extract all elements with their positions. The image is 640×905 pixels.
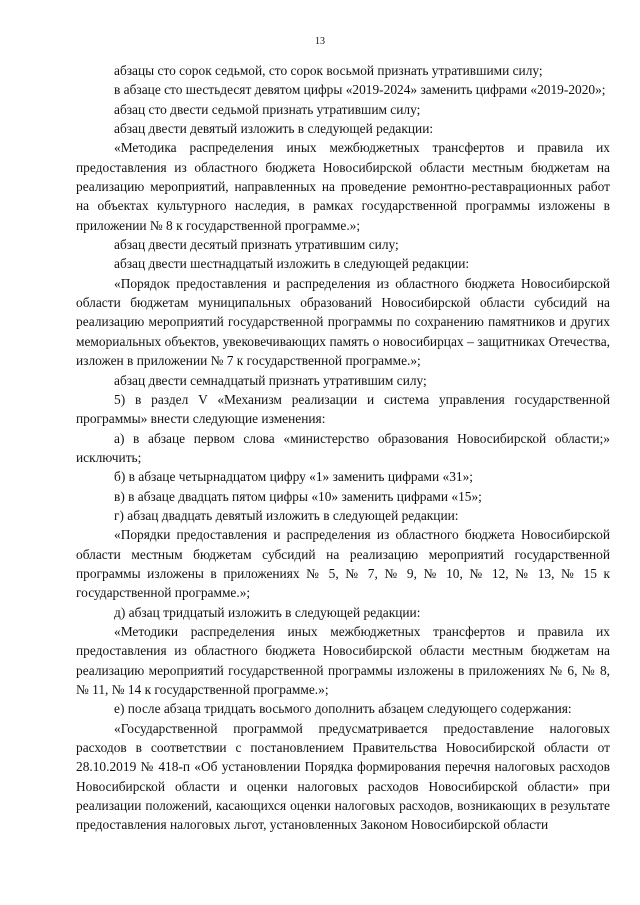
paragraph: абзац сто двести седьмой признать утратившим силу; (114, 101, 421, 117)
paragraph: абзац двести семнадцатый признать утратившим силу; (114, 372, 427, 388)
paragraph: «Методики распределения иных межбюджетных трансфертов и правила их предоставления из областного бюджета Новосибирской области местным бюджетам на реализацию мероприятий государственной программы изложены в приложениях № 6, № 8, № 11, № 14 к государственной программе.»; (76, 623, 614, 697)
page-number: 13 (315, 36, 325, 47)
paragraph: б) в абзаце четырнадцатом цифру «1» заменить цифрами «31»; (114, 469, 474, 485)
paragraph: в) в абзаце двадцать пятом цифры «10» заменить цифрами «15»; (114, 488, 482, 504)
paragraph: абзацы сто сорок седьмой, сто сорок восьмой признать утратившими силу; (114, 63, 543, 78)
paragraph: абзац двести шестнадцатый изложить в следующей редакции: (114, 256, 470, 272)
paragraph: в абзаце сто шестьдесят девятом цифры «2019-2024» заменить цифрами «2019-2020»; (114, 82, 606, 98)
paragraph: «Государственной программой предусматривается предоставление налоговых расходов в соответствии с постановлением Правительства Новосибирской области от 28.10.2019 № 418-п «Об установлении Порядка формирования перечня налоговых расходов Новосибирской области и оценки налоговых расходов Новосибирской области» при реализации положений, касающихся оценки налоговых расходов, возникающих в результате предоставления налоговых льгот, установленных Законом Новосибирской области (76, 720, 614, 833)
paragraph: абзац двести десятый признать утратившим силу; (114, 237, 399, 253)
paragraph: г) абзац двадцать девятый изложить в следующей редакции: (114, 507, 459, 523)
paragraph: «Методика распределения иных межбюджетных трансфертов и правила их предоставления из областного бюджета Новосибирской области местным бюджетам на реализацию мероприятий, направленных на проведение ремонтно-реставрационных работ на объектах культурного наследия, в рамках государственной программы изложены в приложении № 8 к государственной программе.»; (76, 140, 614, 233)
paragraph: «Порядок предоставления и распределения из областного бюджета Новосибирской области бюджетам муниципальных образований Новосибирской области субсидий на реализацию мероприятий государственной программы по сохранению памятников и других мемориальных объектов, увековечивающих память о новосибирцах – защитниках Отечества, изложен в приложении № 7 к государственной программе.»; (76, 275, 614, 369)
paragraph: д) абзац тридцатый изложить в следующей редакции: (114, 604, 421, 620)
paragraph: е) после абзаца тридцать восьмого дополнить абзацем следующего содержания: (114, 701, 572, 717)
paragraph: а) в абзаце первом слова «министерство образования Новосибирской области;» исключить; (76, 430, 614, 465)
paragraph: 5) в раздел V «Механизм реализации и система управления государственной программы» внести следующие изменения: (76, 391, 614, 427)
paragraph: «Порядки предоставления и распределения из областного бюджета Новосибирской области местным бюджетам субсидий на реализацию мероприятий государственной программы изложены в приложениях № 5, № 7, № 9, № 10, № 12, № 13, № 15 к государственной программе.»; (76, 527, 614, 601)
paragraph: абзац двести девятый изложить в следующей редакции: (114, 121, 434, 137)
document-body (76, 61, 614, 835)
